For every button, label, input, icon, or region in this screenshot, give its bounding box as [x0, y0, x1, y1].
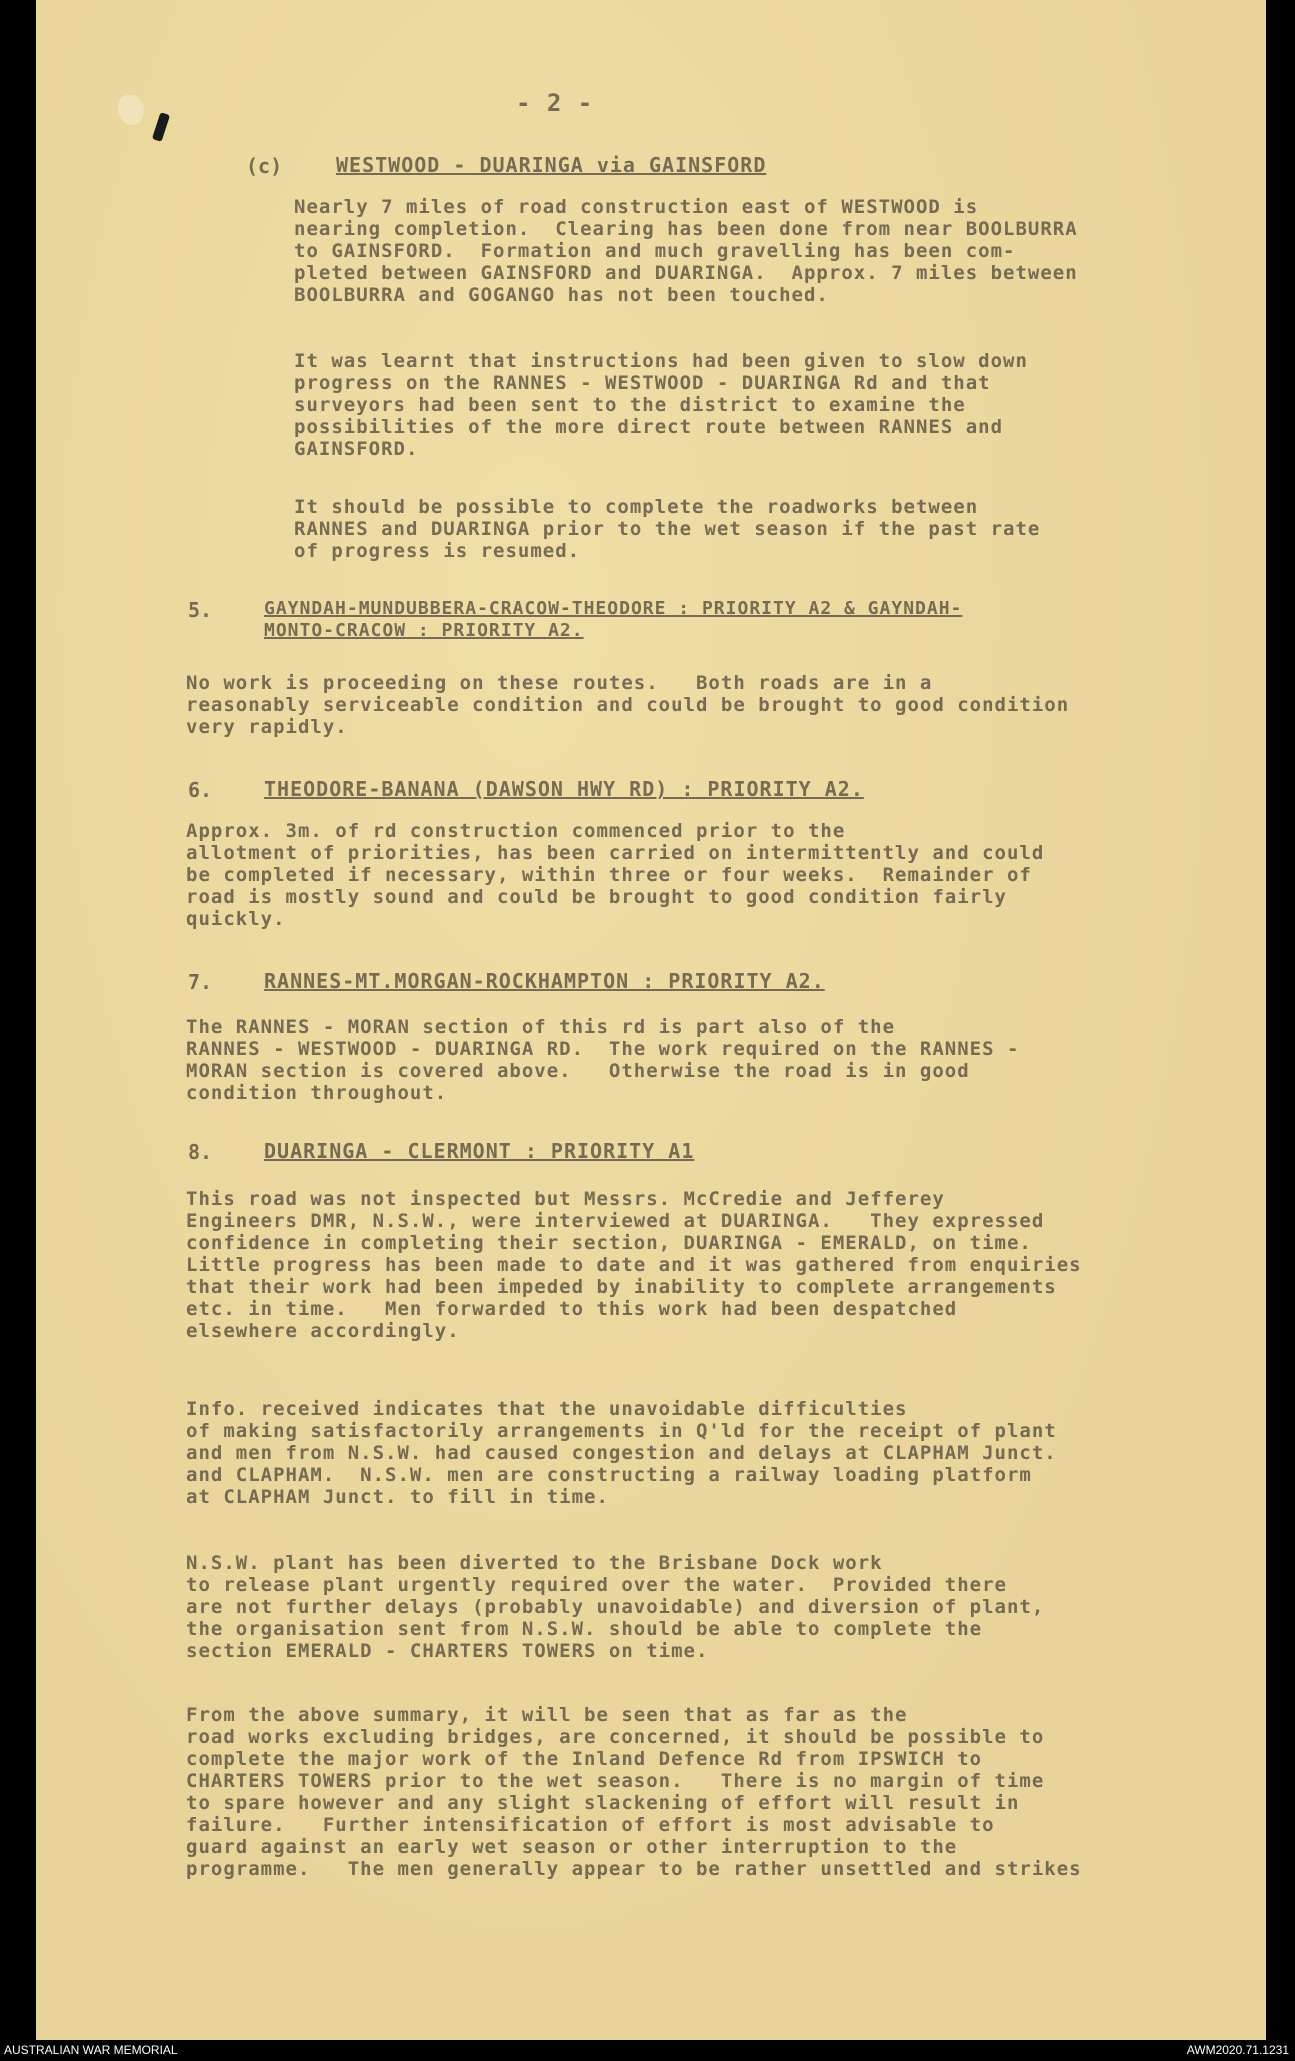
- paragraph: This road was not inspected but Messrs. McCredie and Jefferey Engineers DMR, N.S.W., were interviewed at DUARINGA. They expressed confidence in completing their section, DUARINGA - EMERALD, on time. Little progress has been made to date and it was gathered from enquiries that their work had been impeded by inability to complete arrangements etc. in time. Men forwarded to this work had been despatched elsewhere accordingly.: [186, 1188, 1082, 1342]
- archive-footer: [0, 2040, 1295, 2061]
- page-number: - 2 -: [516, 89, 594, 117]
- section-label: 7.: [188, 970, 213, 994]
- paragraph: Nearly 7 miles of road construction east of WESTWOOD is nearing completion. Clearing has been done from near BOOLBURRA to GAINSFORD. Formation and much gravelling has been com- pleted between GAINSFORD and DUARINGA. Approx. 7 miles between BOOLBURRA and GOGANGO has not been touched.: [294, 196, 1078, 306]
- section-heading: DUARINGA - CLERMONT : PRIORITY A1: [264, 1139, 695, 1163]
- section-heading: THEODORE-BANANA (DAWSON HWY RD) : PRIORITY A2.: [264, 777, 864, 801]
- section-label: 6.: [188, 778, 213, 802]
- footer-institution: AUSTRALIAN WAR MEMORIAL: [4, 2043, 178, 2057]
- paragraph: It was learnt that instructions had been given to slow down progress on the RANNES - WESTWOOD - DUARINGA Rd and that surveyors had been sent to the district to examine the possibilities of the more direct route between RANNES and GAINSFORD.: [294, 350, 1028, 460]
- section-label: 5.: [188, 598, 213, 622]
- section-heading: GAYNDAH-MUNDUBBERA-CRACOW-THEODORE : PRIORITY A2 & GAYNDAH- MONTO-CRACOW : PRIORITY A2.: [264, 598, 963, 641]
- section-label: 8.: [188, 1140, 213, 1164]
- paragraph: The RANNES - MORAN section of this rd is part also of the RANNES - WESTWOOD - DUARINGA RD. The work required on the RANNES - MORAN section is covered above. Otherwise the road is in good condition throughout.: [186, 1016, 1020, 1104]
- paragraph: From the above summary, it will be seen that as far as the road works excluding bridges, are concerned, it should be possible to complete the major work of the Inland Defence Rd from IPSWICH to CHARTERS TOWERS prior to the wet season. There is no margin of time to spare however and any slight slackening of effort will result in failure. Further intensification of effort is most advisable to guard against an early wet season or other interruption to the programme. The men generally appear to be rather unsettled and strikes: [186, 1704, 1082, 1880]
- paper-tear: [118, 95, 144, 125]
- ink-mark: [152, 112, 170, 142]
- paragraph: Info. received indicates that the unavoidable difficulties of making satisfactorily arrangements in Q'ld for the receipt of plant and men from N.S.W. had caused congestion and delays at CLAPHAM Junct. and CLAPHAM. N.S.W. men are constructing a railway loading platform at CLAPHAM Junct. to fill in time.: [186, 1398, 1057, 1508]
- section-label: (c): [246, 154, 283, 178]
- section-heading: RANNES-MT.MORGAN-ROCKHAMPTON : PRIORITY A2.: [264, 969, 825, 993]
- paragraph: Approx. 3m. of rd construction commenced prior to the allotment of priorities, has been carried on intermittently and could be completed if necessary, within three or four weeks. Remainder of road is mostly sound and could be brought to good condition fairly quickly.: [186, 820, 1045, 930]
- document-page: [36, 0, 1266, 2040]
- paragraph: N.S.W. plant has been diverted to the Brisbane Dock work to release plant urgently required over the water. Provided there are not further delays (probably unavoidable) and diversion of plant, the organisation sent from N.S.W. should be able to complete the section EMERALD - CHARTERS TOWERS on time.: [186, 1552, 1045, 1662]
- paragraph: No work is proceeding on these routes. Both roads are in a reasonably serviceable condition and could be brought to good condition very rapidly.: [186, 672, 1070, 738]
- section-heading: WESTWOOD - DUARINGA via GAINSFORD: [336, 153, 767, 177]
- paragraph: It should be possible to complete the roadworks between RANNES and DUARINGA prior to the wet season if the past rate of progress is resumed.: [294, 496, 1041, 562]
- footer-reference: AWM2020.71.1231: [1186, 2043, 1289, 2057]
